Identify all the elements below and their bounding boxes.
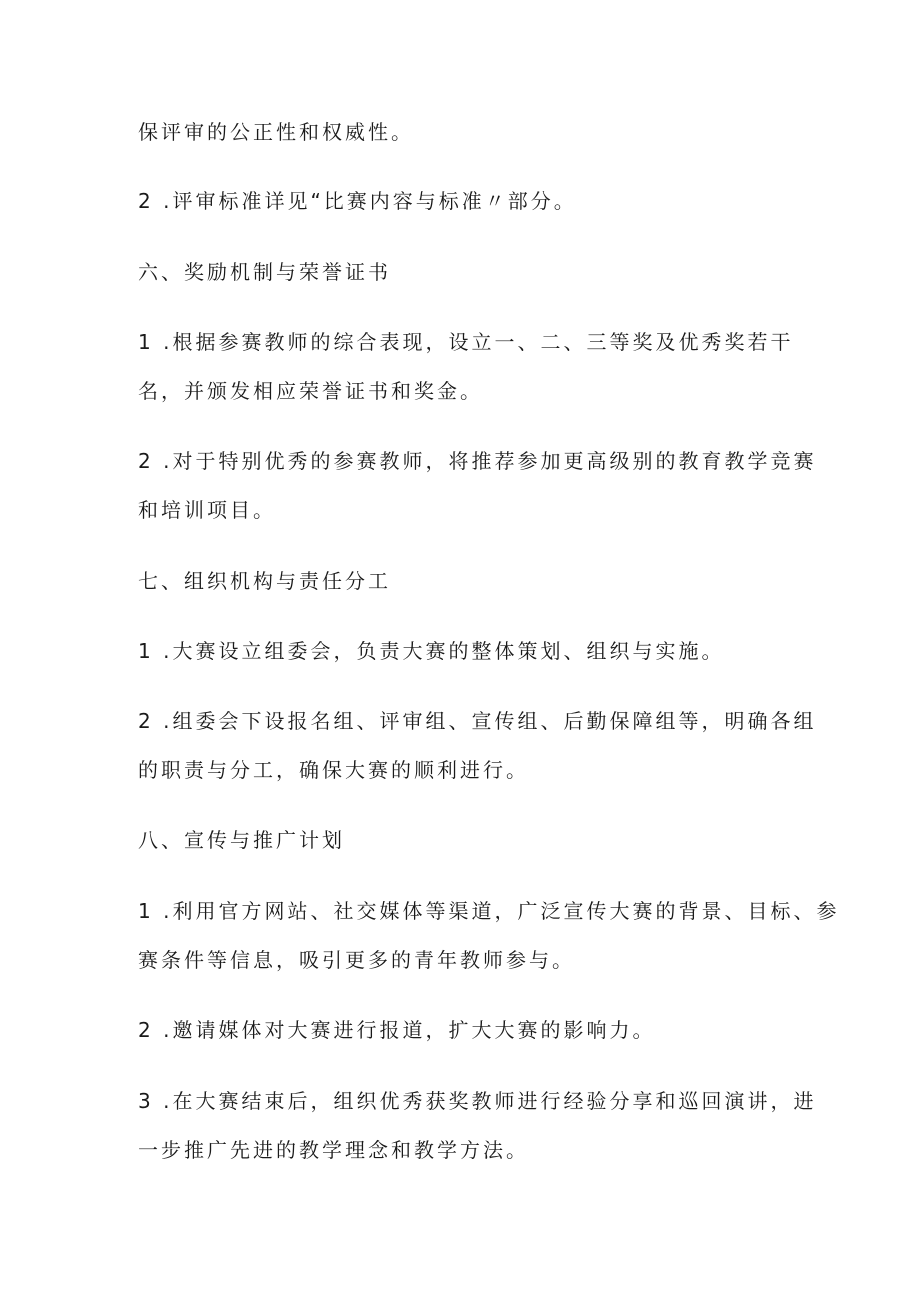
section-heading: 八、宣传与推广计划 [138,828,345,852]
paragraph-line: 3 .在大赛结束后，组织优秀获奖教师进行经验分享和巡回演讲，进 [138,1089,817,1113]
paragraph-line: 2 .组委会下设报名组、评审组、宣传组、后勤保障组等，明确各组 [138,709,817,733]
paragraph-line: 和培训项目。 [138,498,276,522]
section-heading: 七、组织机构与责任分工 [138,569,391,593]
paragraph-line: 赛条件等信息，吸引更多的青年教师参与。 [138,948,575,972]
paragraph-line: 2 .对于特别优秀的参赛教师，将推荐参加更高级别的教育教学竞赛 [138,449,817,473]
paragraph-line: 1 .根据参赛教师的综合表现，设立一、二、三等奖及优秀奖若干 [138,330,794,354]
section-heading: 六、奖励机制与荣誉证书 [138,260,391,284]
paragraph-line: 1 .大赛设立组委会，负责大赛的整体策划、组织与实施。 [138,639,725,663]
paragraph-line: 2 .评审标准详见“比赛内容与标准〃部分。 [138,189,577,213]
paragraph-line: 1 .利用官方网站、社交媒体等渠道，广泛宣传大赛的背景、目标、参 [138,899,840,923]
paragraph-line: 的职责与分工，确保大赛的顺利进行。 [138,758,529,782]
paragraph-line: 名，并颁发相应荣誉证书和奖金。 [138,379,483,403]
paragraph-line: 2 .邀请媒体对大赛进行报道，扩大大赛的影响力。 [138,1018,656,1042]
paragraph-line: 保评审的公正性和权威性。 [138,120,414,144]
paragraph-line: 一步推广先进的教学理念和教学方法。 [138,1138,529,1162]
